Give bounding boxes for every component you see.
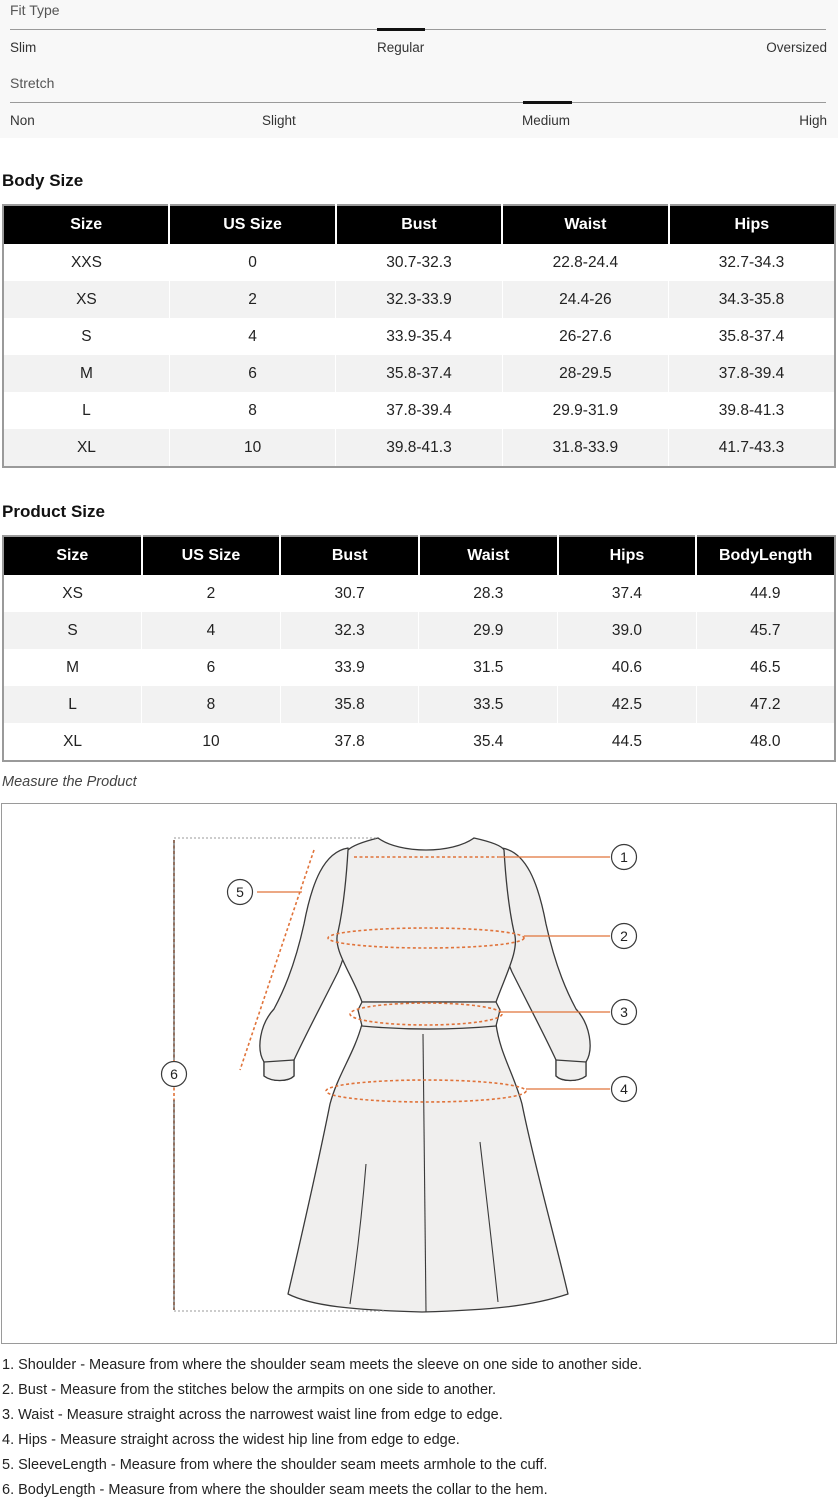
note-body-length: 6. BodyLength - Measure from where the shoulder seam meets the collar to the hem. [2,1482,548,1498]
table-cell: 34.3-35.8 [669,281,835,318]
table-cell: 6 [169,355,335,392]
table-cell: 32.3 [280,612,419,649]
measurement-notes [2,1356,836,1506]
table-cell: 37.4 [558,575,697,612]
table-cell: 4 [142,612,281,649]
dress-illustration [2,804,836,1343]
table-cell: 22.8-24.4 [502,244,668,281]
marker-4: 4 [620,1081,628,1097]
table-cell: M [3,649,142,686]
table-cell: 40.6 [558,649,697,686]
stretch-option-high: High [799,113,827,128]
measure-caption: Measure the Product [2,774,137,790]
body-size-table [2,204,836,468]
note-waist: 3. Waist - Measure straight across the narrowest waist line from edge to edge. [2,1407,503,1423]
table-cell: 10 [142,723,281,761]
table-row [3,723,835,761]
note-bust: 2. Bust - Measure from the stitches below the armpits on one side to another. [2,1382,497,1398]
note-sleeve-length: 5. SleeveLength - Measure from where the shoulder seam meets armhole to the cuff. [2,1457,548,1473]
table-cell: XL [3,429,169,467]
table-cell: 35.8-37.4 [336,355,502,392]
table-cell: 30.7 [280,575,419,612]
column-header: Waist [502,205,668,244]
stretch-option-non: Non [10,113,35,128]
table-cell: 31.5 [419,649,558,686]
table-cell: XL [3,723,142,761]
product-size-header-row [3,536,835,575]
table-cell: 44.9 [696,575,835,612]
table-cell: 28-29.5 [502,355,668,392]
marker-3: 3 [620,1004,628,1020]
table-cell: 2 [169,281,335,318]
table-cell: 10 [169,429,335,467]
note-hips: 4. Hips - Measure straight across the widest hip line from edge to edge. [2,1432,460,1448]
table-cell: L [3,392,169,429]
table-cell: 44.5 [558,723,697,761]
table-cell: 32.7-34.3 [669,244,835,281]
table-cell: 37.8 [280,723,419,761]
table-cell: 29.9 [419,612,558,649]
column-header: Hips [558,536,697,575]
measurement-diagram [1,803,837,1344]
table-cell: 24.4-26 [502,281,668,318]
table-cell: S [3,318,169,355]
table-cell: 8 [169,392,335,429]
column-header: Bust [336,205,502,244]
table-row [3,318,835,355]
table-row [3,244,835,281]
table-cell: 47.2 [696,686,835,723]
table-cell: 46.5 [696,649,835,686]
table-cell: 33.5 [419,686,558,723]
table-cell: 42.5 [558,686,697,723]
column-header: BodyLength [696,536,835,575]
column-header: US Size [142,536,281,575]
column-header: US Size [169,205,335,244]
table-cell: 48.0 [696,723,835,761]
fit-type-option-regular: Regular [377,40,425,55]
table-cell: 33.9 [280,649,419,686]
table-row [3,649,835,686]
column-header: Size [3,536,142,575]
body-size-header-row [3,205,835,244]
table-cell: XS [3,281,169,318]
product-size-title: Product Size [2,502,105,521]
marker-5: 5 [236,884,244,900]
table-cell: M [3,355,169,392]
table-cell: 39.8-41.3 [669,392,835,429]
marker-2: 2 [620,928,628,944]
table-cell: 45.7 [696,612,835,649]
table-cell: 4 [169,318,335,355]
table-cell: 32.3-33.9 [336,281,502,318]
table-cell: XS [3,575,142,612]
table-row [3,575,835,612]
table-cell: 30.7-32.3 [336,244,502,281]
table-row [3,355,835,392]
table-cell: 29.9-31.9 [502,392,668,429]
product-size-table [2,535,836,762]
marker-1: 1 [620,849,628,865]
fit-type-option-oversized: Oversized [766,40,827,55]
table-cell: 35.8-37.4 [669,318,835,355]
stretch-title: Stretch [10,75,55,91]
table-cell: 37.8-39.4 [336,392,502,429]
skirt [288,1024,568,1312]
table-cell: 6 [142,649,281,686]
column-header: Bust [280,536,419,575]
table-row [3,429,835,467]
body-size-title: Body Size [2,171,84,190]
column-header: Size [3,205,169,244]
column-header: Hips [669,205,835,244]
table-cell: XXS [3,244,169,281]
fit-type-option-slim: Slim [10,40,37,55]
table-row [3,686,835,723]
table-cell: 39.8-41.3 [336,429,502,467]
table-cell: 31.8-33.9 [502,429,668,467]
table-cell: 0 [169,244,335,281]
table-row [3,392,835,429]
stretch-option-medium: Medium [522,113,571,128]
note-shoulder: 1. Shoulder - Measure from where the shoulder seam meets the sleeve on one side to another side. [2,1357,642,1373]
left-sleeve [260,848,354,1081]
table-cell: 26-27.6 [502,318,668,355]
fit-stretch-panel [0,0,838,138]
fit-type-title: Fit Type [10,2,60,18]
table-cell: 35.4 [419,723,558,761]
table-cell: 37.8-39.4 [669,355,835,392]
stretch-track [10,102,826,103]
bodice [337,838,516,1002]
table-cell: 35.8 [280,686,419,723]
table-cell: 41.7-43.3 [669,429,835,467]
table-cell: 39.0 [558,612,697,649]
table-row [3,612,835,649]
table-row [3,281,835,318]
stretch-option-slight: Slight [262,113,296,128]
column-header: Waist [419,536,558,575]
table-cell: 8 [142,686,281,723]
stretch-selected-marker [523,101,572,104]
marker-6: 6 [170,1066,178,1082]
fit-type-selected-marker [377,28,425,31]
table-cell: S [3,612,142,649]
table-cell: 2 [142,575,281,612]
table-cell: L [3,686,142,723]
table-cell: 28.3 [419,575,558,612]
table-cell: 33.9-35.4 [336,318,502,355]
